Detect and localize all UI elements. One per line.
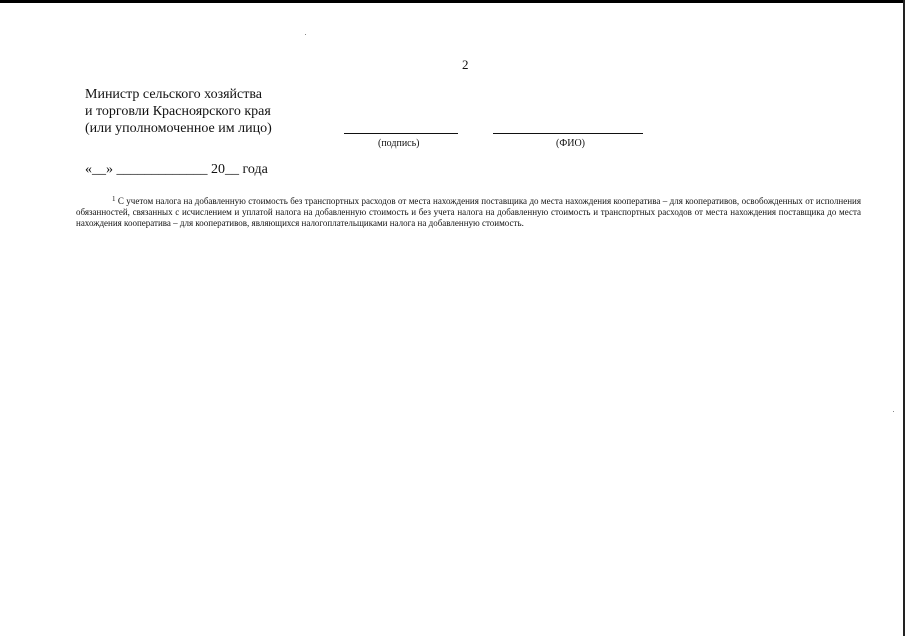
official-title-block	[85, 86, 272, 137]
footnote-marker: 1	[112, 195, 116, 203]
signature-line	[344, 133, 458, 134]
footnote-text: С учетом налога на добавленную стоимость без транспортных расходов от места нахождения поставщика до места нахождения кооператива – для кооперативов, освобожденных от исполнения обязанностей, связанных с исчислением и уплатой налога на добавленную стоимость и без учета налога на добавленную стоимость и транспортных расходов от места нахождения поставщика до места нахождения кооператива – для кооперативов, являющихся налогоплательщиками налога на добавленную стоимость.	[76, 196, 862, 228]
official-title-line: Министр сельского хозяйства	[85, 87, 262, 102]
official-title-line: (или уполномоченное им лицо)	[85, 121, 272, 136]
full-name-caption: (ФИО)	[556, 138, 586, 149]
scan-top-border	[0, 0, 905, 3]
scan-speck	[305, 34, 306, 35]
signature-caption: (подпись)	[378, 138, 420, 149]
page-number: 2	[462, 57, 469, 72]
scan-speck	[893, 411, 894, 412]
full-name-line	[493, 133, 643, 134]
official-title-line: и торговли Красноярского края	[85, 104, 271, 119]
footnote	[76, 196, 861, 229]
date-field: «__» _____________ 20__ года	[85, 162, 268, 177]
